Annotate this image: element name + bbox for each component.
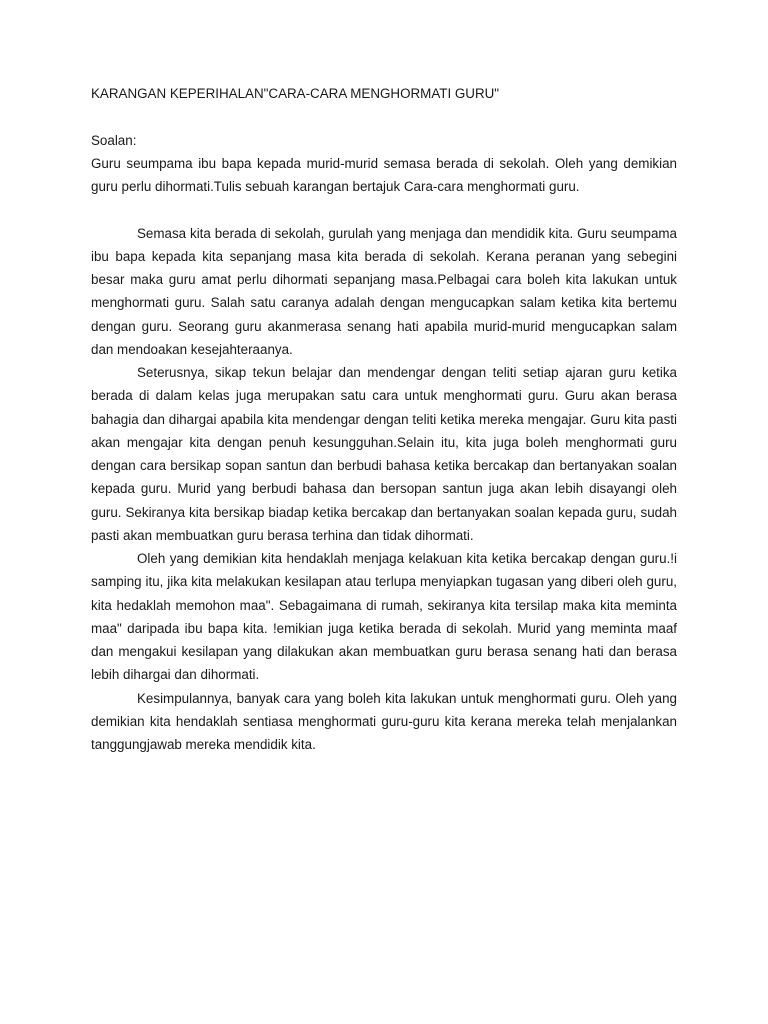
document-body [91,82,677,756]
paragraph-2: Seterusnya, sikap tekun belajar dan mendengar dengan teliti setiap ajaran guru ketika berada di dalam kelas juga merupakan satu cara untuk menghormati guru. Guru akan berasa bahagia dan dihargai apabila kita mendengar dengan teliti ketika mereka mengajar. Guru kita pasti akan mengajar kita dengan penuh kesungguhan.Selain itu, kita juga boleh menghormati guru dengan cara bersikap sopan santun dan berbudi bahasa ketika bercakap dan bertanyakan soalan kepada guru. Murid yang berbudi bahasa dan bersopan santun juga akan lebih disayangi oleh guru. Sekiranya kita bersikap biadap ketika bercakap dan bertanyakan soalan kepada guru, sudah pasti akan membuatkan guru berasa terhina dan tidak dihormati. [91,365,677,543]
paragraph-4: Kesimpulannya, banyak cara yang boleh kita lakukan untuk menghormati guru. Oleh yang demikian kita hendaklah sentiasa menghormati guru-guru kita kerana mereka telah menjalankan tanggungjawab mereka mendidik kita. [91,690,677,752]
paragraph-1: Semasa kita berada di sekolah, gurulah yang menjaga dan mendidik kita. Guru seumpama ibu bapa kepada kita sepanjang masa kita berada di sekolah. Kerana peranan yang sebegini besar maka guru amat perlu dihormati sepanjang masa.Pelbagai cara boleh kita lakukan untuk menghormati guru. Salah satu caranya adalah dengan mengucapkan salam ketika kita bertemu dengan guru. Seorang guru akanmerasa senang hati apabila murid-murid mengucapkan salam dan mendoakan kesejahteraanya. [91,225,677,357]
question-text: Guru seumpama ibu bapa kepada murid-murid semasa berada di sekolah. Oleh yang demikian guru perlu dihormati.Tulis sebuah karangan bertajuk Cara-cara menghormati guru. [91,155,677,194]
essay-title: KARANGAN KEPERIHALAN"CARA-CARA MENGHORMATI GURU" [91,86,500,101]
paragraph-3: Oleh yang demikian kita hendaklah menjaga kelakuan kita ketika bercakap dengan guru.!i samping itu, jika kita melakukan kesilapan atau terlupa menyiapkan tugasan yang diberi oleh guru, kita hedaklah memohon maa". Sebagaimana di rumah, sekiranya kita tersilap maka kita meminta maa" daripada ibu bapa kita. !emikian juga ketika berada di sekolah. Murid yang meminta maaf dan mengakui kesilapan yang dilakukan akan membuatkan guru berasa senang hati dan berasa lebih dihargai dan dihormati. [91,551,677,683]
question-label: Soalan: [91,132,137,148]
spacer [91,105,677,128]
